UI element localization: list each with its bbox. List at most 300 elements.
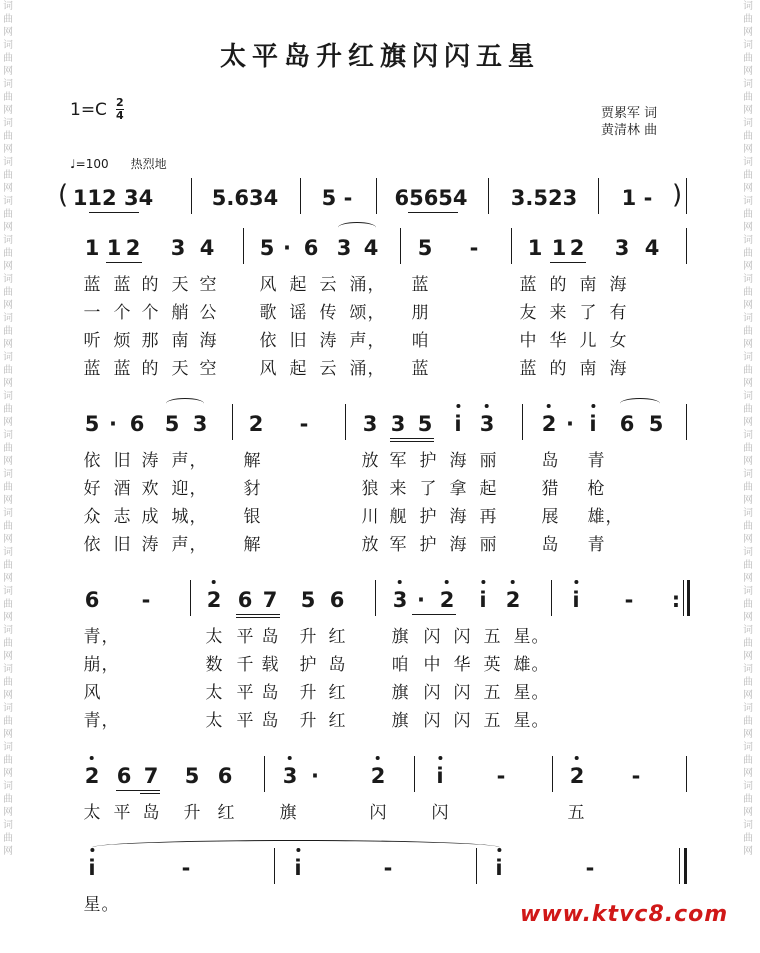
lyric-char: 星 <box>513 683 531 703</box>
note: 3.523 <box>510 186 578 210</box>
lyric-char: 英 <box>483 655 501 675</box>
lyric-char: 蓝 <box>519 359 537 379</box>
note: 5 <box>417 412 433 436</box>
lyric-line <box>0 502 760 529</box>
barline <box>274 848 275 884</box>
lyric-char: 护 <box>419 507 437 527</box>
score-line-4 <box>0 756 760 796</box>
lyric-char: 歌 <box>259 303 277 323</box>
note: i <box>454 412 462 436</box>
lyric-char: ， <box>101 655 119 675</box>
repeat-open-paren: ( <box>58 180 69 210</box>
lyric-char: 中 <box>423 655 441 675</box>
barline <box>488 178 489 214</box>
lyric-line <box>0 446 760 473</box>
lyric-char: 声 <box>349 331 367 351</box>
lyric-char: 升 <box>299 711 317 731</box>
underline <box>408 212 458 213</box>
lyric-char: 风 <box>259 359 277 379</box>
score-line-2 <box>0 404 760 444</box>
note: · <box>417 588 425 612</box>
lyric-char: 风 <box>259 275 277 295</box>
note: - <box>141 588 151 612</box>
lyric-char: 华 <box>453 655 471 675</box>
underline <box>390 441 434 442</box>
lyric-char: 平 <box>236 711 254 731</box>
note: 2 <box>439 588 455 612</box>
note: i <box>479 588 487 612</box>
lyric-char: 护 <box>299 655 317 675</box>
note: - <box>383 856 393 880</box>
lyric-char: ， <box>605 507 623 527</box>
lyric-char: 个 <box>113 303 131 323</box>
lyric-char: 依 <box>83 451 101 471</box>
lyric-char: 岛 <box>142 803 160 823</box>
lyric-char: 旗 <box>279 803 297 823</box>
lyric-char: 天 <box>171 359 189 379</box>
note: · <box>566 412 574 436</box>
lyric-char: 闪 <box>369 803 387 823</box>
note: 6 <box>329 588 345 612</box>
lyric-char: 。 <box>101 895 119 915</box>
barline <box>243 228 244 264</box>
repeat-sign: : <box>671 588 681 612</box>
underline <box>89 212 139 213</box>
underline <box>236 614 280 615</box>
lyric-line <box>0 706 760 733</box>
note: 2 <box>370 764 386 788</box>
note: 5 <box>648 412 664 436</box>
barline <box>376 178 377 214</box>
lyric-line <box>0 270 760 297</box>
lyric-char: 云 <box>319 275 337 295</box>
lyric-char: 的 <box>549 275 567 295</box>
lyric-char: 放 <box>361 535 379 555</box>
note: 6 <box>84 588 100 612</box>
note: 5 <box>184 764 200 788</box>
tempo-value: ♩=100 <box>70 157 109 171</box>
lyric-char: ， <box>367 275 385 295</box>
lyric-char: 空 <box>199 359 217 379</box>
underline <box>116 790 160 791</box>
lyric-line <box>0 530 760 557</box>
note: i <box>572 588 580 612</box>
lyric-char: 蓝 <box>411 275 429 295</box>
lyric-char: 南 <box>171 331 189 351</box>
lyric-char: ， <box>189 507 207 527</box>
note: 2 <box>569 236 585 260</box>
barline <box>522 404 523 440</box>
lyric-char: 闪 <box>453 683 471 703</box>
note: 3 <box>362 412 378 436</box>
key-signature: 1=C <box>70 100 107 120</box>
lyric-char: 旗 <box>391 711 409 731</box>
barline <box>683 580 684 616</box>
lyric-line <box>0 298 760 325</box>
lyric-char: 升 <box>183 803 201 823</box>
lyric-char: 海 <box>609 275 627 295</box>
barline <box>679 848 680 884</box>
lyric-char: 好 <box>83 479 101 499</box>
lyric-char: 云 <box>319 359 337 379</box>
lyric-char: ， <box>101 711 119 731</box>
lyric-char: 涛 <box>141 535 159 555</box>
lyric-char: 颂 <box>349 303 367 323</box>
lyric-char: 岛 <box>541 451 559 471</box>
lyric-char: 迎 <box>171 479 189 499</box>
composer: 黄清林 曲 <box>601 123 658 138</box>
lyric-char: 。 <box>531 683 549 703</box>
barline-end <box>684 848 687 884</box>
note: 112 34 <box>72 186 154 210</box>
lyric-char: 太 <box>205 711 223 731</box>
lyric-char: 。 <box>531 655 549 675</box>
lyric-char: 依 <box>83 535 101 555</box>
lyric-char: 空 <box>199 275 217 295</box>
lyric-char: ， <box>101 627 119 647</box>
lyric-char: 崩 <box>83 655 101 675</box>
note: 2 <box>505 588 521 612</box>
note: 1 <box>551 236 567 260</box>
lyric-char: 。 <box>531 711 549 731</box>
barline <box>232 404 233 440</box>
lyric-char: 一 <box>83 303 101 323</box>
credits <box>601 105 657 139</box>
score-line-3 <box>0 580 760 620</box>
lyric-char: 解 <box>243 451 261 471</box>
note: 2 <box>541 412 557 436</box>
lyric-char: 太 <box>83 803 101 823</box>
lyric-char: 艄 <box>171 303 189 323</box>
barline-end <box>687 580 690 616</box>
lyric-line <box>0 678 760 705</box>
note: 6 <box>619 412 635 436</box>
lyric-char: 个 <box>141 303 159 323</box>
lyric-char: 蓝 <box>83 275 101 295</box>
barline <box>598 178 599 214</box>
lyric-char: ， <box>367 331 385 351</box>
lyric-char: 雄 <box>513 655 531 675</box>
lyric-char: 青 <box>587 451 605 471</box>
lyric-char: 蓝 <box>519 275 537 295</box>
lyric-char: 依 <box>259 331 277 351</box>
note: - <box>585 856 595 880</box>
lyric-char: 涌 <box>349 359 367 379</box>
lyric-char: 川 <box>361 507 379 527</box>
lyric-char: 舰 <box>389 507 407 527</box>
underline <box>236 617 280 618</box>
lyric-char: 海 <box>449 535 467 555</box>
note: i <box>88 856 96 880</box>
lyric-char: 青 <box>83 627 101 647</box>
lyric-char: 起 <box>289 359 307 379</box>
lyric-char: 海 <box>609 359 627 379</box>
lyric-char: 华 <box>549 331 567 351</box>
lyric-char: 闪 <box>431 803 449 823</box>
lyric-line <box>0 650 760 677</box>
note: 4 <box>199 236 215 260</box>
note: 1 - <box>621 186 653 210</box>
lyric-char: 涛 <box>141 451 159 471</box>
lyric-char: 岛 <box>261 683 279 703</box>
barline <box>345 404 346 440</box>
lyric-char: 闪 <box>453 627 471 647</box>
note: 3 <box>192 412 208 436</box>
lyric-char: 五 <box>483 627 501 647</box>
lyric-char: 红 <box>328 711 346 731</box>
lyric-char: 蓝 <box>113 359 131 379</box>
lyric-char: 烦 <box>113 331 131 351</box>
lyric-char: 起 <box>479 479 497 499</box>
intro-row <box>0 178 760 218</box>
tie <box>92 840 500 855</box>
note: 5 <box>259 236 275 260</box>
lyric-char: 闪 <box>423 683 441 703</box>
lyric-char: ， <box>189 535 207 555</box>
note: 7 <box>143 764 159 788</box>
lyric-char: 涌 <box>349 275 367 295</box>
lyric-char: 公 <box>199 303 217 323</box>
lyric-char: 解 <box>243 535 261 555</box>
lyric-char: 狼 <box>361 479 379 499</box>
note: - <box>469 236 479 260</box>
lyric-char: 闪 <box>423 711 441 731</box>
note: 3 <box>479 412 495 436</box>
lyric-char: 军 <box>389 535 407 555</box>
lyric-char: 友 <box>519 303 537 323</box>
note: 3 <box>282 764 298 788</box>
underline <box>390 438 434 439</box>
lyric-char: 谣 <box>289 303 307 323</box>
barline <box>686 756 687 792</box>
note: i <box>589 412 597 436</box>
underline <box>550 262 586 263</box>
lyric-char: 了 <box>579 303 597 323</box>
note: 6 <box>116 764 132 788</box>
barline <box>476 848 477 884</box>
note: 3 <box>170 236 186 260</box>
lyric-char: 护 <box>419 451 437 471</box>
lyric-line <box>0 326 760 353</box>
note: - <box>181 856 191 880</box>
side-watermark-right: 词曲网词曲网词曲网词曲网词曲网词曲网词曲网词曲网词曲网词曲网词曲网词曲网词曲网词曲网词曲网词曲网词曲网词曲网词曲网词曲网词曲网词曲网 <box>743 1 753 857</box>
slur <box>338 222 376 233</box>
lyric-char: 五 <box>567 803 585 823</box>
lyric-char: 蓝 <box>113 275 131 295</box>
note: 3 <box>336 236 352 260</box>
note: · <box>283 236 291 260</box>
lyric-char: 枪 <box>587 479 605 499</box>
note: 2 <box>569 764 585 788</box>
lyric-char: 女 <box>609 331 627 351</box>
lyric-char: 旗 <box>391 627 409 647</box>
lyric-line <box>0 622 760 649</box>
lyric-char: 众 <box>83 507 101 527</box>
note: · <box>311 764 319 788</box>
note: 5 <box>164 412 180 436</box>
lyric-char: 猎 <box>541 479 559 499</box>
lyric-char: 青 <box>83 711 101 731</box>
lyric-char: 太 <box>205 627 223 647</box>
lyric-char: 旗 <box>391 683 409 703</box>
lyric-char: 雄 <box>587 507 605 527</box>
slur <box>620 398 660 409</box>
note: - <box>299 412 309 436</box>
lyric-char: 数 <box>205 655 223 675</box>
note: 2 <box>248 412 264 436</box>
underline <box>412 614 456 615</box>
barline <box>686 178 687 214</box>
barline <box>551 580 552 616</box>
lyric-char: 岛 <box>541 535 559 555</box>
lyric-char: 的 <box>549 359 567 379</box>
note: 3 <box>392 588 408 612</box>
lyric-char: 有 <box>609 303 627 323</box>
note: 5 - <box>321 186 353 210</box>
meter-top: 2 <box>116 96 124 109</box>
song-title: 太平岛升红旗闪闪五星 <box>219 42 540 72</box>
note: 5 <box>417 236 433 260</box>
barline <box>190 580 191 616</box>
note: 6 <box>303 236 319 260</box>
score-line-1 <box>0 228 760 268</box>
time-signature <box>116 97 124 122</box>
lyric-char: 放 <box>361 451 379 471</box>
lyric-char: 平 <box>113 803 131 823</box>
lyric-char: 岛 <box>261 711 279 731</box>
lyric-char: 成 <box>141 507 159 527</box>
lyric-char: 听 <box>83 331 101 351</box>
lyric-char: 南 <box>579 275 597 295</box>
lyric-line <box>0 798 760 825</box>
note: 7 <box>262 588 278 612</box>
underline <box>106 262 142 263</box>
lyric-char: 红 <box>328 627 346 647</box>
note: 3 <box>614 236 630 260</box>
lyric-char: 青 <box>587 535 605 555</box>
note: i <box>495 856 503 880</box>
lyric-char: 豺 <box>243 479 261 499</box>
lyric-char: ， <box>189 479 207 499</box>
note: 4 <box>644 236 660 260</box>
lyric-char: 军 <box>389 451 407 471</box>
lyric-char: 旧 <box>113 451 131 471</box>
lyric-char: 来 <box>389 479 407 499</box>
lyric-char: 升 <box>299 627 317 647</box>
site-logo: www.ktvc8.com <box>520 902 729 927</box>
note: 65654 <box>394 186 468 210</box>
lyric-char: 再 <box>479 507 497 527</box>
lyric-char: 声 <box>171 535 189 555</box>
note: 2 <box>84 764 100 788</box>
lyric-char: 平 <box>236 627 254 647</box>
lyric-char: 星 <box>83 895 101 915</box>
lyric-char: 中 <box>519 331 537 351</box>
lyric-char: 蓝 <box>411 359 429 379</box>
lyric-char: 了 <box>419 479 437 499</box>
barline <box>511 228 512 264</box>
note: 6 <box>129 412 145 436</box>
lyric-char: 星 <box>513 627 531 647</box>
note: 6 <box>217 764 233 788</box>
lyricist: 贾累军 词 <box>601 106 658 121</box>
lyric-char: 海 <box>199 331 217 351</box>
lyric-char: 升 <box>299 683 317 703</box>
note: 5 <box>84 412 100 436</box>
lyric-char: 展 <box>541 507 559 527</box>
lyric-char: 岛 <box>261 627 279 647</box>
lyric-char: 海 <box>449 451 467 471</box>
lyric-char: 风 <box>83 683 101 703</box>
lyric-char: 那 <box>141 331 159 351</box>
lyric-char: 载 <box>261 655 279 675</box>
lyric-char: ， <box>367 359 385 379</box>
note: 1 <box>106 236 122 260</box>
lyric-char: 旧 <box>113 535 131 555</box>
meter-bottom: 4 <box>116 109 124 122</box>
lyric-line <box>0 474 760 501</box>
lyric-char: 平 <box>236 683 254 703</box>
lyric-char: 来 <box>549 303 567 323</box>
lyric-char: 闪 <box>453 711 471 731</box>
slur <box>166 398 204 409</box>
barline <box>400 228 401 264</box>
lyric-char: 岛 <box>328 655 346 675</box>
lyric-char: 酒 <box>113 479 131 499</box>
lyric-char: 旧 <box>289 331 307 351</box>
barline <box>552 756 553 792</box>
lyric-char: 闪 <box>423 627 441 647</box>
tempo-marking <box>70 155 167 172</box>
lyric-char: 咱 <box>391 655 409 675</box>
lyric-char: 太 <box>205 683 223 703</box>
lyric-char: 朋 <box>411 303 429 323</box>
note: i <box>436 764 444 788</box>
note: - <box>496 764 506 788</box>
lyric-char: ， <box>189 451 207 471</box>
lyric-char: 星 <box>513 711 531 731</box>
note: - <box>631 764 641 788</box>
lyric-char: 海 <box>449 507 467 527</box>
note: · <box>109 412 117 436</box>
lyric-char: 千 <box>236 655 254 675</box>
lyric-char: 丽 <box>479 535 497 555</box>
lyric-char: 。 <box>531 627 549 647</box>
lyric-char: 儿 <box>579 331 597 351</box>
note: 5.634 <box>211 186 279 210</box>
lyric-char: 欢 <box>141 479 159 499</box>
note: i <box>294 856 302 880</box>
lyric-char: 咱 <box>411 331 429 351</box>
lyric-line <box>0 354 760 381</box>
lyric-char: 的 <box>141 275 159 295</box>
barline <box>414 756 415 792</box>
underline <box>140 793 160 794</box>
repeat-close-paren: ) <box>672 180 683 210</box>
lyric-char: 红 <box>217 803 235 823</box>
lyric-char: ， <box>367 303 385 323</box>
lyric-char: 城 <box>171 507 189 527</box>
note: - <box>624 588 634 612</box>
note: 2 <box>206 588 222 612</box>
lyric-char: 天 <box>171 275 189 295</box>
lyric-char: 红 <box>328 683 346 703</box>
note: 2 <box>125 236 141 260</box>
barline <box>686 228 687 264</box>
lyric-char: 志 <box>113 507 131 527</box>
note: 6 <box>237 588 253 612</box>
side-watermark-left: 词曲网词曲网词曲网词曲网词曲网词曲网词曲网词曲网词曲网词曲网词曲网词曲网词曲网词曲网词曲网词曲网词曲网词曲网词曲网词曲网词曲网词曲网 <box>3 1 13 857</box>
